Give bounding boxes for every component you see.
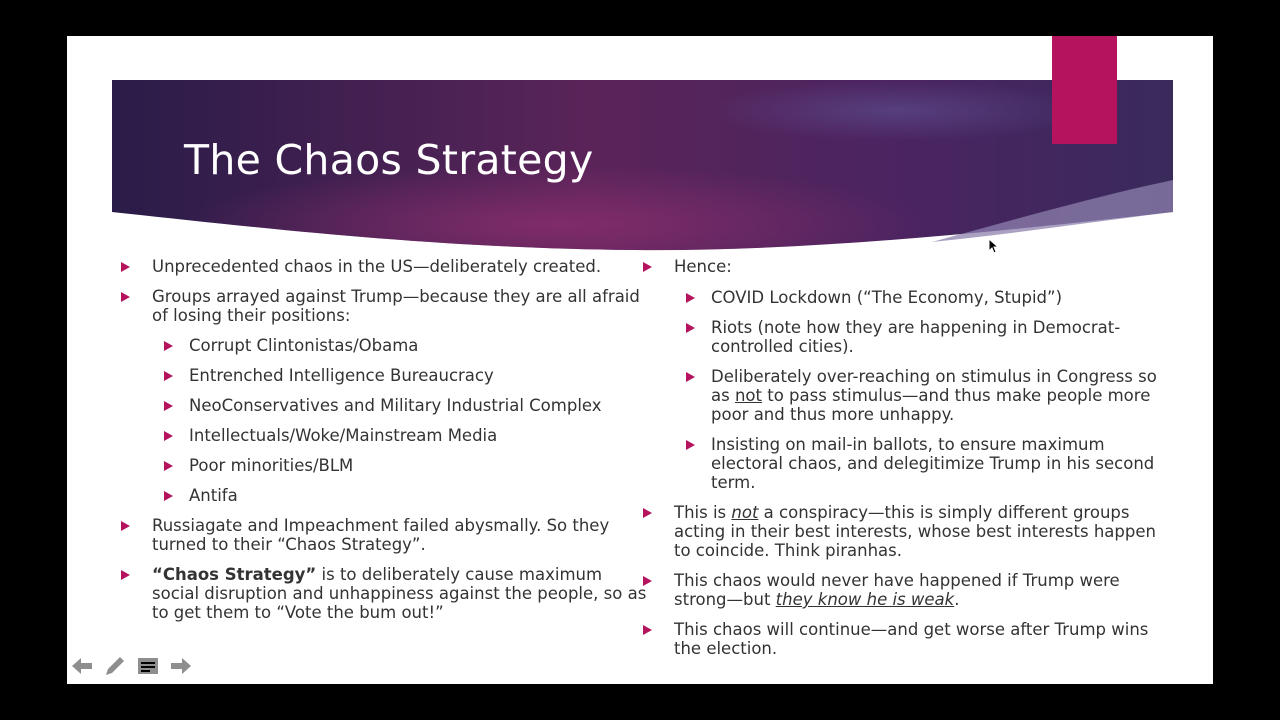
bullet-item bbox=[639, 503, 1169, 560]
sub-bullet-item: Entrenched Intelligence Bureaucracy bbox=[117, 366, 647, 385]
bullet-text: . bbox=[954, 590, 960, 609]
sub-bullet-item: Insisting on mail-in ballots, to ensure maximum electoral chaos, and delegitimize Trump in his second term. bbox=[639, 435, 1169, 492]
bullet-item: Groups arrayed against Trump—because they are all afraid of losing their positions: bbox=[117, 287, 647, 325]
bullet-item: Unprecedented chaos in the US—deliberately created. bbox=[117, 257, 647, 276]
slide-title: The Chaos Strategy bbox=[184, 136, 594, 184]
bullet-item: Russiagate and Impeachment failed abysmally. So they turned to their “Chaos Strategy”. bbox=[117, 516, 647, 554]
bullet-text: is to deliberately cause maximum social disruption and unhappiness against the people, so as to get them to “Vote the bum out!” bbox=[152, 565, 647, 622]
sub-bullet-item: Riots (note how they are happening in Democrat-controlled cities). bbox=[639, 318, 1169, 356]
bullet-text: This chaos would never have happened if Trump were strong—but bbox=[674, 571, 1120, 609]
slide bbox=[67, 36, 1213, 684]
underlined-word: not bbox=[731, 503, 759, 522]
mouse-cursor-icon bbox=[988, 238, 998, 258]
right-column bbox=[639, 257, 1169, 669]
sub-bullet-item bbox=[639, 367, 1169, 424]
sub-bullet-item: Intellectuals/Woke/Mainstream Media bbox=[117, 426, 647, 445]
slideshow-nav bbox=[70, 654, 193, 678]
sub-bullet-item: Antifa bbox=[117, 486, 647, 505]
sub-bullet-item: COVID Lockdown (“The Economy, Stupid”) bbox=[639, 288, 1169, 307]
bullet-text: This is bbox=[674, 503, 732, 522]
bullet-text: Deliberately over-reaching on stimulus in Congress so as bbox=[711, 367, 1157, 405]
bullet-item bbox=[639, 571, 1169, 609]
sub-bullet-item: Poor minorities/BLM bbox=[117, 456, 647, 475]
bold-term: “Chaos Strategy” bbox=[152, 565, 317, 584]
pen-icon[interactable] bbox=[103, 654, 127, 678]
left-column bbox=[117, 257, 647, 633]
arrow-left-icon[interactable] bbox=[70, 654, 94, 678]
bullet-item: Hence: bbox=[639, 257, 1169, 276]
arrow-right-icon[interactable] bbox=[169, 654, 193, 678]
accent-bar bbox=[1052, 36, 1117, 144]
bullet-text: to pass stimulus—and thus make people more poor and thus more unhappy. bbox=[711, 386, 1151, 424]
underlined-phrase: they know he is weak bbox=[775, 590, 955, 609]
bullet-item: This chaos will continue—and get worse after Trump wins the election. bbox=[639, 620, 1169, 658]
bullet-item bbox=[117, 565, 647, 622]
sub-bullet-item: NeoConservatives and Military Industrial Complex bbox=[117, 396, 647, 415]
menu-icon[interactable] bbox=[136, 654, 160, 678]
sub-bullet-item: Corrupt Clintonistas/Obama bbox=[117, 336, 647, 355]
underlined-word: not bbox=[734, 386, 762, 405]
bullet-text: a conspiracy—this is simply different groups acting in their best interests, whose best interests happen to coincide. Think piranhas. bbox=[674, 503, 1156, 560]
